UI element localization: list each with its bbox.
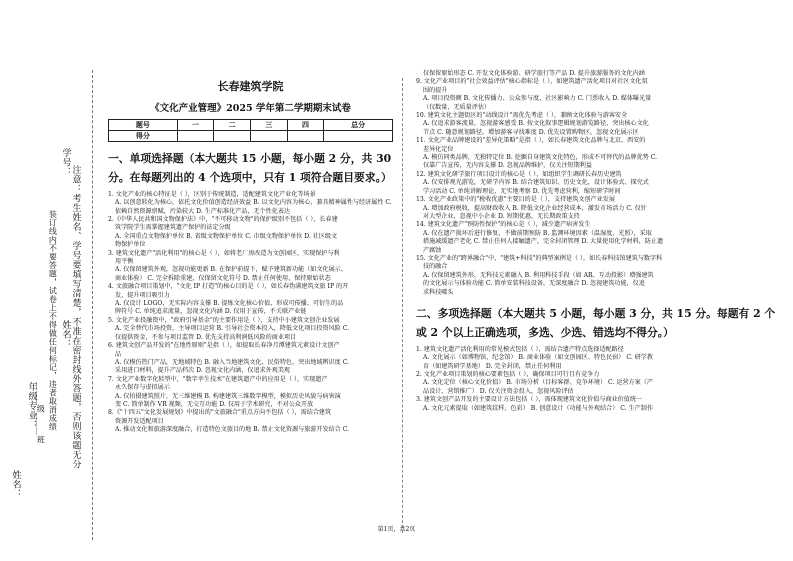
question-options: 围的提升 <box>423 86 448 94</box>
question-stem: 14. 建筑文化遗产"预防性保护"的核心是（ ），减少遗产病害发生 <box>416 221 591 229</box>
question-stem: 2.《中华人民共和国文物保护法》中，"不可移动文物"的保护级别不包括（ ），长春建 <box>108 216 338 223</box>
score-cell: 题号 <box>109 120 178 131</box>
question-stem: 7. 文化产业数字化转型中，"数字孪生技术"在建筑遗产中的应用是（ ），实现遗产 <box>108 375 328 383</box>
question-options: 永久保存与虚拟展示 <box>115 384 170 392</box>
question-options: 品设计、营销推广） D. 仅关注资金投入，忽视风险评估 <box>423 387 574 395</box>
section-1-heading: 一、单项选择题（本大题共 15 小题，每小题 2 分，共 30 分。在每题列出的 4 个选项中，只有 1 项符合题目要求。） <box>108 152 392 184</box>
question-options: 发，提升项目吸引力 <box>115 291 170 299</box>
right-column <box>416 70 778 413</box>
question-options: 差异化定位 <box>423 145 454 153</box>
question-stem: 13. 文化产业政策中的"税收优惠"主要目的是（ ），支持建筑文创产业发展 <box>416 196 615 204</box>
score-cell: 三 <box>250 120 287 131</box>
class-label: 年级专业： <box>26 382 37 430</box>
section-2-heading: 二、多项选择题（本大题共 5 小题，每小题 3 分，共 15 分。每题有 2 个或 2 个以上正确选项，多选、少选、错选均不得分。） <box>416 306 776 339</box>
question-options: 用平衡 <box>115 258 134 266</box>
question-stem: 2. 文化产业项目策划的核心要素包括（ ），确保项目可行且有竞争力 <box>416 370 600 378</box>
question-options: A. 以创意转化为核心，依托文化价值创造经济效益 B. 以文化内容为核心，兼具精神属性与经济属性 C. <box>115 199 392 207</box>
question-options: 资源开发适配项目 <box>115 417 164 425</box>
score-table-header-row <box>109 120 393 131</box>
question-options: 求科技噱头 <box>423 288 454 296</box>
question-stem: 5. 文化产业投融资中，"政府引导基金"的主要作用是（ ），支持中小建筑文创企业发展 <box>108 316 340 324</box>
question-options: A. 项目投资额 B. 文化传播力、公众参与度、社区影响力 C. 门票收入 D. 媒体曝光量 <box>423 95 652 103</box>
question-stem: 9. 文化产业项目的"社会效益评估"核心指标是（ ），如建筑遗产活化项目对社区文化氛 <box>416 78 648 86</box>
page-footer: 第1页，共2页 <box>377 526 416 533</box>
score-cell: 得分 <box>109 131 178 142</box>
question-options: A. 增加政府税收，提高财政收入 B. 降低文化企业经营成本，激发市场活力 C. 仅针 <box>423 204 647 212</box>
question-stem: 12. 建筑文化研学旅行项目设计的核心是（ ），如组织学生调研长春历史建筑 <box>416 170 622 178</box>
score-cell[interactable] <box>214 131 251 142</box>
right-column-questions <box>416 70 778 297</box>
question-options: 品 <box>115 350 122 358</box>
question-options: 仅提供资金，不参与项目监管 D. 优先支持高利润低风险的商业项目 <box>115 333 297 341</box>
question-options: A. 仅设计 LOGO，无实际内容支撑 B. 提炼文化核心价值，形成可传播、可衍生的品 <box>115 300 344 308</box>
column-separator <box>402 78 403 533</box>
question-options: 措施减缓遗产老化 C. 禁止任何人接触遗产，完全封闭管理 D. 大量使用化学材料，防止遗 <box>423 238 664 246</box>
question-options: A. 仅保留建筑外形，无科技元素融入 B. 利用科技手段（如 AR、互动投影）增强建筑 <box>423 271 654 279</box>
score-cell: 二 <box>214 120 251 131</box>
question-options: 依赖自然资源禀赋，污染较大 D. 生产标准化产品，无个性化表达 <box>115 207 291 215</box>
score-table <box>108 119 393 142</box>
question-options: A. 仅安排观光游览，无研学内容 B. 结合建筑知识、历史文化，设计体验式、探究式 <box>423 179 649 187</box>
question-options: 变 C. 简单制作 VR 视频，无交互功能 D. 仅用于学术研究，不对公众开放 <box>115 400 314 408</box>
question-options: 采用进口材料，提升产品档次 D. 忽视文化内涵，仅追求外观美观 <box>115 367 291 375</box>
question-stem: 6. 建筑文创产品开发的"在地性原则"是指（ ），如提取长春净月潭建筑元素设计文创产 <box>108 342 340 350</box>
question-options: 筑学院学生需掌握建筑遗产保护的法定分级 <box>115 224 231 232</box>
question-options: A. 文化定位（核心文化价值） B. 市场分析（目标客群、竞争环境） C. 运营方案（产 <box>423 379 653 387</box>
question-options: A. 推动文化和旅游深度融合，打造特色文旅目的地 B. 禁止文化资源与旅游开发结合 C. <box>115 426 350 434</box>
question-options: A. 仅在遗产损坏后进行修复，不做前期预防 B. 监测环境因素（温湿度、光照），采取 <box>423 229 652 237</box>
question-options: 商业体验） C. 完全拆除重建，仅保留文化符号 D. 禁止任何使用，保持原始状态 <box>115 274 331 282</box>
score-cell: 总分 <box>324 120 393 131</box>
section-1-questions <box>108 191 393 435</box>
question-options: A. 仅拍摄建筑照片，无三维建模 B. 构建建筑三维数字模型，模拟历史风貌与病害演 <box>115 392 341 400</box>
question-options: 学习活动 C. 单纯讲解理论，无实地考察 D. 优先考虑营利，缩短研学时间 <box>423 187 621 195</box>
question-stem: 1. 建筑文化遗产活化利用的常见模式包括（ ），需结合遗产特点选择适配路径 <box>416 345 624 353</box>
bottom-name-label: 姓名： <box>10 470 21 499</box>
question-options: A. 全国重点文物保护单位 B. 省级文物保护单位 C. 市级文物保护单位 D. 社区级文 <box>115 232 338 240</box>
question-options: 的文化展示与体验功能 C. 简单安装科技设备，无深度融合 D. 忽视建筑功能，仅追 <box>423 280 645 288</box>
question-options: 育（如建筑研学基地） D. 完全封闭，禁止任何利用 <box>423 362 562 370</box>
score-cell[interactable] <box>250 131 287 142</box>
left-column <box>108 78 393 435</box>
score-cell: 一 <box>177 120 214 131</box>
question-stem: 15. 文化产业的"跨界融合"中，"建筑+科技"的典型案例是（ ），如长春科技馆建筑与数字科 <box>416 254 663 262</box>
binding-strip <box>0 70 100 540</box>
binding-notice-1: 注意：考生姓名、学号要填写清楚，不准在密封线外答题，否则该题无分 <box>70 165 81 469</box>
score-cell[interactable] <box>324 131 393 142</box>
question-options: 产腐蚀 <box>423 246 442 254</box>
question-options: A. 文化元素提取（如建筑纹样、色彩） B. 创意设计（功能与外观结合） C. 生产制作 <box>423 404 653 412</box>
score-table-score-row <box>109 131 393 142</box>
question-options: A. 文化展示（如博物馆、纪念馆） B. 商业体验（如文创园区、特色民宿） C. 研学教 <box>423 354 653 362</box>
question-options: 牌符号 C. 单纯追求流量，忽视文化内涵 D. 仅用于宣传，不关联产业链 <box>115 308 307 316</box>
question-options: 物保护单位 <box>115 241 146 249</box>
grade-class-field[interactable]: _____级_____班 <box>36 382 46 444</box>
student-id-label: 学号： <box>60 148 71 177</box>
question-options: （仅数量，无质量评估） <box>423 103 491 111</box>
question-options: 仅保留原始形态 C. 开发文化体验游、研学旅行等产品 D. 提升旅游服务的文化内涵 <box>423 70 645 77</box>
exam-title: 《文化产业管理》2025 学年第二学期期末试卷 <box>150 103 351 114</box>
question-stem: 3. 建筑文化遗产"活化利用"的核心是（ ），如将老厂房改造为文创园区，实现保护与利 <box>108 249 340 257</box>
question-stem: 1. 文化产业的核心特征是（ ），区别于传统制造，适配建筑文化产业化等场景 <box>108 190 316 198</box>
question-stem: 4. 文旅融合项目策划中，"文化 IP 打造"的核心目的是（ ），如长春伪满建筑文旅 IP 的开 <box>108 283 349 291</box>
question-options: A. 仅模仿热门产品，无地域特色 B. 融入当地建筑文化、民俗特色，突出地域辨识度 C. <box>115 358 350 366</box>
question-options: 对大型企业，忽视中小企业 D. 短期优惠，无长期政策支持 <box>423 212 580 220</box>
question-options: 技的融合 <box>423 263 448 271</box>
score-cell[interactable] <box>287 131 324 142</box>
binding-notice-2: 装订线内不要答题，试卷上不得做任何标记，违者取消成绩 <box>48 210 58 431</box>
score-cell: 四 <box>287 120 324 131</box>
question-options: 节点 C. 随意规划路径，增加游客寻找难度 D. 优先设置购物区，忽视文化展示区 <box>423 128 639 136</box>
name-label: 姓名： <box>60 320 71 349</box>
question-options: 仅靠广告宣传，无内容支撑 D. 忽视品牌维护，仅关注短期利益 <box>423 162 592 170</box>
question-options: A. 仅追求游客流量，忽视游客感受 B. 按文化叙事逻辑规划游览路径，突出核心文化 <box>423 120 649 128</box>
question-options: A. 完全替代市场投资，主导项目运营 B. 引导社会资本投入，降低文化项目投资风险 C. <box>115 325 350 333</box>
question-stem: 10. 建筑文化主题街区的"动线设计"需优先考虑（ ），兼顾文化体验与游客安全 <box>416 112 628 120</box>
question-stem: 11. 文化产业品牌建设的"差异化策略"是指（ ），如长春建筑文化品牌与北京、西安的 <box>416 137 646 145</box>
question-stem: 3. 建筑文创产品开发的主要设计方法包括（ ），需体现建筑文化价值与商业价值统一 <box>416 396 643 404</box>
school-name: 长春建筑学院 <box>217 80 284 93</box>
score-cell[interactable] <box>177 131 214 142</box>
question-stem: 8.《"十四五"文化发展规划》中提出的"文旅融合"重点方向不包括（ ），需结合建筑 <box>108 409 332 417</box>
question-options: A. 模仿同类品牌，无独特定位 B. 挖掘自身建筑文化特色，形成不可替代的品牌优势 C. <box>423 154 658 162</box>
seal-line <box>92 70 93 540</box>
question-options: A. 仅保留建筑外观，忽视功能更新 B. 在保护前提下，赋予建筑新功能（如文化展示、 <box>115 266 347 274</box>
section-2-questions <box>416 346 778 413</box>
